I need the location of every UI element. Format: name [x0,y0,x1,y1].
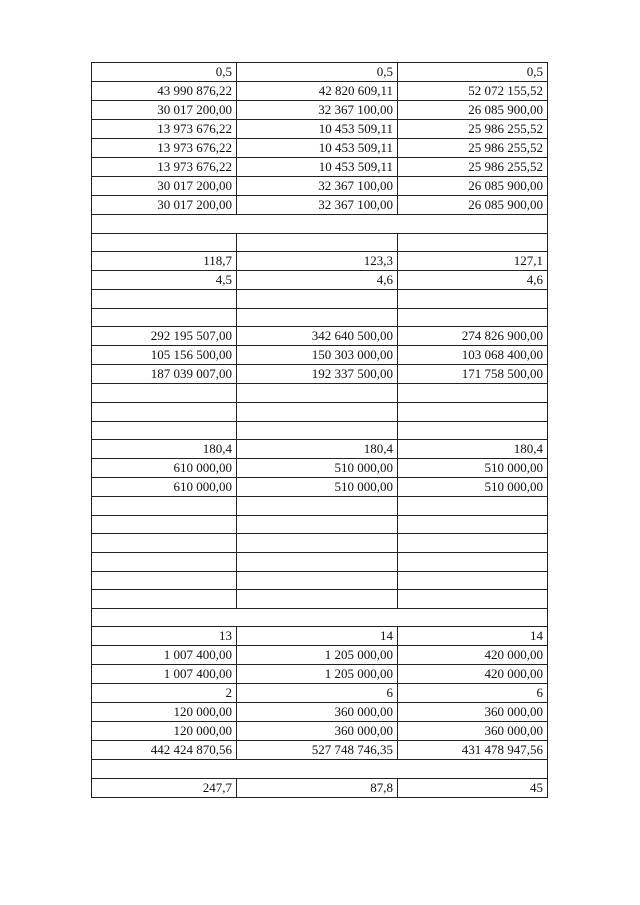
table-cell-col2: 87,8 [237,778,398,797]
table-cell-col2: 510 000,00 [237,459,398,478]
table-row [92,327,548,346]
table-row [92,82,548,101]
table-row [92,177,548,196]
section-gap-row [92,215,548,234]
table-cell-col1: 30 017 200,00 [92,101,237,120]
table-cell-col1: 13 973 676,22 [92,139,237,158]
table-cell-col3 [398,402,548,421]
table-row [92,627,548,646]
table-row [92,384,548,403]
table-cell-col2: 150 303 000,00 [237,346,398,365]
table-cell-col2 [237,552,398,571]
table-cell-col2: 6 [237,684,398,703]
table-row [92,421,548,440]
table-cell-col3 [398,290,548,309]
table-row [92,346,548,365]
table-row [92,402,548,421]
table-row [92,459,548,478]
table-cell-col1: 610 000,00 [92,478,237,497]
table-cell-col1: 1 007 400,00 [92,646,237,665]
table-cell-col1: 442 424 870,56 [92,741,237,760]
table-cell-col3 [398,308,548,327]
table-cell-col1: 1 007 400,00 [92,665,237,684]
table-cell-col3: 510 000,00 [398,459,548,478]
table-cell-col2 [237,421,398,440]
table-cell-col2 [237,534,398,553]
table-cell-col3 [398,590,548,609]
table-cell-col2: 1 205 000,00 [237,646,398,665]
table-cell-col3: 14 [398,627,548,646]
table-cell-col3 [398,384,548,403]
table-cell-col3: 26 085 900,00 [398,101,548,120]
table-cell-col1: 105 156 500,00 [92,346,237,365]
table-cell-col2: 10 453 509,11 [237,120,398,139]
table-cell-col1 [92,233,237,252]
table-cell-col1 [92,308,237,327]
table-cell-col3: 52 072 155,52 [398,82,548,101]
table-cell-col2 [237,233,398,252]
table-cell-col3: 431 478 947,56 [398,741,548,760]
table-cell-col3: 25 986 255,52 [398,120,548,139]
table-cell-col2: 360 000,00 [237,703,398,722]
table-cell-col3: 420 000,00 [398,646,548,665]
table-row [92,308,548,327]
table-row [92,120,548,139]
table-cell-col2: 1 205 000,00 [237,665,398,684]
table-cell-col3: 360 000,00 [398,722,548,741]
table-cell-col1: 30 017 200,00 [92,177,237,196]
table-cell-col1 [92,534,237,553]
table-cell-col1 [92,421,237,440]
table-cell-col1 [92,590,237,609]
table-cell-col3: 103 068 400,00 [398,346,548,365]
table-cell-col1: 0,5 [92,63,237,82]
table-cell-col2 [237,384,398,403]
table-row [92,552,548,571]
table-cell-col1: 30 017 200,00 [92,196,237,215]
table-cell-col3 [398,421,548,440]
table-row [92,741,548,760]
table-cell-col2 [237,290,398,309]
gap-cell [92,760,548,779]
table-cell-col1: 120 000,00 [92,722,237,741]
table-cell-col3: 4,6 [398,271,548,290]
table-row [92,233,548,252]
table-cell-col1 [92,515,237,534]
table-row [92,290,548,309]
table-row [92,365,548,384]
table-cell-col2 [237,515,398,534]
section-gap-row [92,608,548,627]
section-gap-row [92,760,548,779]
table-row [92,478,548,497]
table-row [92,497,548,516]
table-row [92,139,548,158]
gap-cell [92,215,548,234]
table-cell-col1: 118,7 [92,252,237,271]
table-cell-col3: 360 000,00 [398,703,548,722]
table-row [92,252,548,271]
table-body [92,63,548,798]
table-cell-col3: 127,1 [398,252,548,271]
table-cell-col3: 420 000,00 [398,665,548,684]
table-cell-col2: 32 367 100,00 [237,101,398,120]
table-row [92,590,548,609]
table-cell-col1: 187 039 007,00 [92,365,237,384]
table-row [92,722,548,741]
table-cell-col1: 13 [92,627,237,646]
table-cell-col1: 4,5 [92,271,237,290]
table-row [92,158,548,177]
table-row [92,101,548,120]
table-cell-col3: 510 000,00 [398,478,548,497]
table-row [92,440,548,459]
table-row [92,571,548,590]
table-cell-col3: 0,5 [398,63,548,82]
table-cell-col2: 342 640 500,00 [237,327,398,346]
table-cell-col1 [92,384,237,403]
table-cell-col2: 14 [237,627,398,646]
table-cell-col1 [92,552,237,571]
table-cell-col1: 247,7 [92,778,237,797]
table-cell-col3 [398,233,548,252]
table-cell-col1: 610 000,00 [92,459,237,478]
table-cell-col1: 43 990 876,22 [92,82,237,101]
table-row [92,271,548,290]
table-cell-col3: 171 758 500,00 [398,365,548,384]
table-cell-col3 [398,552,548,571]
table-cell-col2: 42 820 609,11 [237,82,398,101]
table-cell-col3: 274 826 900,00 [398,327,548,346]
table-cell-col3: 6 [398,684,548,703]
table-row [92,196,548,215]
table-row [92,534,548,553]
table-cell-col2 [237,590,398,609]
table-cell-col3: 45 [398,778,548,797]
table-row [92,703,548,722]
table-cell-col1: 292 195 507,00 [92,327,237,346]
table-cell-col3 [398,534,548,553]
table-cell-col1: 180,4 [92,440,237,459]
table-row [92,646,548,665]
table-cell-col2: 180,4 [237,440,398,459]
table-cell-col2: 10 453 509,11 [237,158,398,177]
table-cell-col2: 360 000,00 [237,722,398,741]
table-cell-col1: 2 [92,684,237,703]
table-cell-col3 [398,515,548,534]
table-cell-col3: 180,4 [398,440,548,459]
table-cell-col2 [237,402,398,421]
table-cell-col2: 192 337 500,00 [237,365,398,384]
table-row [92,684,548,703]
table-cell-col2 [237,308,398,327]
table-cell-col2: 527 748 746,35 [237,741,398,760]
data-table [91,62,548,798]
table-row [92,778,548,797]
table-row [92,665,548,684]
table-cell-col1: 13 973 676,22 [92,158,237,177]
table-cell-col2: 123,3 [237,252,398,271]
table-cell-col3: 25 986 255,52 [398,139,548,158]
table-row [92,515,548,534]
gap-cell [92,608,548,627]
table-row [92,63,548,82]
table-cell-col2 [237,497,398,516]
table-cell-col1 [92,402,237,421]
table-cell-col2: 4,6 [237,271,398,290]
table-cell-col3 [398,571,548,590]
table-cell-col1: 13 973 676,22 [92,120,237,139]
table-cell-col2: 32 367 100,00 [237,177,398,196]
table-cell-col1 [92,497,237,516]
table-cell-col2: 32 367 100,00 [237,196,398,215]
table-cell-col1 [92,290,237,309]
table-cell-col2: 10 453 509,11 [237,139,398,158]
table-cell-col2: 510 000,00 [237,478,398,497]
table-cell-col2 [237,571,398,590]
table-cell-col2: 0,5 [237,63,398,82]
table-cell-col1 [92,571,237,590]
table-cell-col3: 25 986 255,52 [398,158,548,177]
table-cell-col3: 26 085 900,00 [398,177,548,196]
table-cell-col3: 26 085 900,00 [398,196,548,215]
table-cell-col3 [398,497,548,516]
table-cell-col1: 120 000,00 [92,703,237,722]
